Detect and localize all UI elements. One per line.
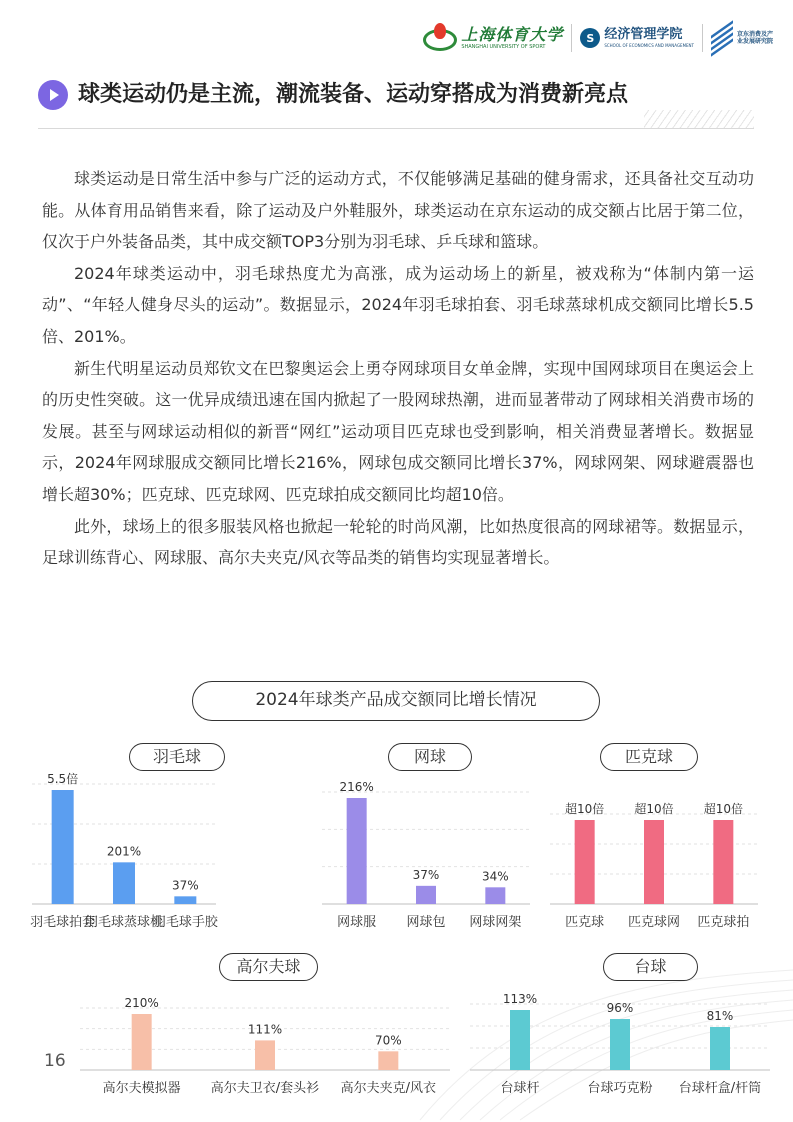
bar-value-label: 216% — [339, 780, 374, 794]
bar — [52, 790, 74, 904]
torch-emblem-icon — [423, 23, 457, 53]
bar — [347, 798, 367, 904]
jd-institute-logo — [711, 26, 777, 50]
sem-logo-en: SCHOOL OF ECONOMICS AND MANAGEMENT — [604, 43, 694, 48]
jd-stripes-icon — [711, 26, 733, 50]
chart-badminton — [32, 770, 216, 934]
chart-svg — [32, 770, 216, 934]
bar — [378, 1051, 398, 1070]
school-of-economics-logo — [580, 27, 694, 49]
sem-badge-icon: S — [580, 28, 600, 48]
chart-title-tennis: 网球 — [388, 743, 472, 771]
bar — [485, 887, 505, 904]
bar — [174, 896, 196, 904]
play-icon — [38, 80, 68, 110]
page-number: 16 — [44, 1051, 66, 1071]
sus-logo-cn: 上海体育大学 — [461, 24, 564, 44]
bar-value-label: 113% — [502, 992, 538, 1006]
chart-svg — [80, 978, 450, 1122]
bar-value-label: 超10倍 — [565, 802, 605, 816]
chart-title-badminton: 羽毛球 — [129, 743, 225, 771]
logo-divider — [571, 24, 572, 52]
category-label: 网球网架 — [469, 915, 522, 930]
chart-svg — [322, 770, 530, 934]
bar — [713, 820, 733, 904]
chart-title-golf: 高尔夫球 — [219, 953, 318, 981]
category-label: 匹克球 — [565, 915, 605, 930]
category-label: 高尔夫卫衣/套头衫 — [210, 1081, 320, 1096]
sem-logo-cn: 经济管理学院 — [604, 27, 683, 42]
bar-value-label: 201% — [106, 844, 142, 859]
article-body — [42, 163, 754, 574]
category-label: 台球巧克粉 — [587, 1081, 653, 1096]
paragraph: 2024年球类运动中，羽毛球热度尤为高涨，成为运动场上的新星，被戏称为“体制内第一运动”、“年轻人健身尽头的运动”。数据显示，2024年羽毛球拍套、羽毛球蒸球机成交额同比增长5.5倍、201%。 — [42, 263, 754, 346]
bar-value-label: 96% — [606, 1001, 634, 1016]
category-label: 匹克球拍 — [697, 915, 750, 930]
logo-divider — [702, 24, 703, 52]
paragraph: 新生代明星运动员郑钦文在巴黎奥运会上勇夺网球项目女单金牌，实现中国网球项目在奥运会上的历史性突破。这一优异成绩迅速在国内掀起了一股网球热潮，进而显著带动了网球相关消费市场的发展。甚至与网球运动相似的新晋“网红”运动项目匹克球也受到影响，相关消费显著增长。数据显示，2024年网球服成交额同比增长216%，网球包成交额同比增长37%，网球网架、网球避震器也增长超30%；匹克球、匹克球网、匹克球拍成交额同比均超10倍。 — [42, 358, 754, 504]
bar — [132, 1014, 152, 1070]
bar-value-label: 37% — [171, 878, 199, 893]
bar-value-label: 210% — [124, 996, 159, 1010]
bar-value-label: 超10倍 — [703, 802, 743, 816]
category-label: 网球服 — [337, 915, 377, 930]
category-label: 羽毛球蒸球机 — [84, 915, 164, 930]
category-label: 羽毛球拍套 — [30, 915, 96, 930]
chart-svg — [550, 770, 758, 934]
category-label: 网球包 — [406, 915, 446, 930]
bar-value-label: 37% — [412, 867, 440, 882]
header-logos — [423, 18, 777, 58]
category-label: 高尔夫模拟器 — [102, 1081, 181, 1096]
bar-value-label: 5.5倍 — [47, 772, 79, 786]
jd-logo-text: 京东消费及产业发展研究院 — [737, 31, 774, 45]
bar — [113, 862, 135, 904]
chart-title-billiards: 台球 — [603, 953, 698, 981]
chart-svg — [470, 978, 770, 1122]
section-header — [38, 78, 754, 130]
category-label: 匹克球网 — [627, 915, 681, 930]
bar — [644, 820, 664, 904]
sus-logo-en: SHANGHAI UNIVERSITY OF SPORT — [461, 43, 546, 50]
bar — [510, 1010, 530, 1070]
bar-value-label: 34% — [481, 869, 509, 884]
bar — [710, 1027, 730, 1070]
chart-billiards — [470, 978, 770, 1122]
bar — [255, 1040, 275, 1070]
paragraph: 此外，球场上的很多服装风格也掀起一轮轮的时尚风潮，比如热度很高的网球裙等。数据显示，足球训练背心、网球服、高尔夫夹克/风衣等品类的销售均实现显著增长。 — [42, 516, 754, 568]
chart-section-title: 2024年球类产品成交额同比增长情况 — [192, 681, 600, 721]
shanghai-university-of-sport-logo — [423, 23, 563, 53]
category-label: 台球杆 — [500, 1081, 540, 1096]
page-title: 球类运动仍是主流，潮流装备、运动穿搭成为消费新亮点 — [78, 82, 629, 107]
paragraph: 球类运动是日常生活中参与广泛的运动方式，不仅能够满足基础的健身需求，还具备社交互动功能。从体育用品销售来看，除了运动及户外鞋服外，球类运动在京东运动的成交额占比居于第二位，仅次于户外装备品类，其中成交额TOP3分别为羽毛球、乒乓球和篮球。 — [42, 169, 754, 252]
bar — [575, 820, 595, 904]
title-stripe-decoration — [644, 110, 754, 128]
bar-value-label: 70% — [374, 1033, 402, 1048]
chart-tennis — [322, 770, 530, 934]
chart-title-pickleball: 匹克球 — [600, 743, 698, 771]
bar-value-label: 111% — [247, 1022, 283, 1037]
bar — [610, 1019, 630, 1070]
chart-pickleball — [550, 770, 758, 934]
category-label: 羽毛球手胶 — [152, 915, 218, 930]
bar-value-label: 超10倍 — [634, 802, 674, 816]
category-label: 台球杆盒/杆筒 — [678, 1081, 762, 1096]
category-label: 高尔夫夹克/风衣 — [340, 1081, 437, 1096]
bar — [416, 886, 436, 904]
bar-value-label: 81% — [706, 1008, 734, 1023]
title-divider — [38, 128, 754, 129]
chart-golf — [80, 978, 450, 1122]
